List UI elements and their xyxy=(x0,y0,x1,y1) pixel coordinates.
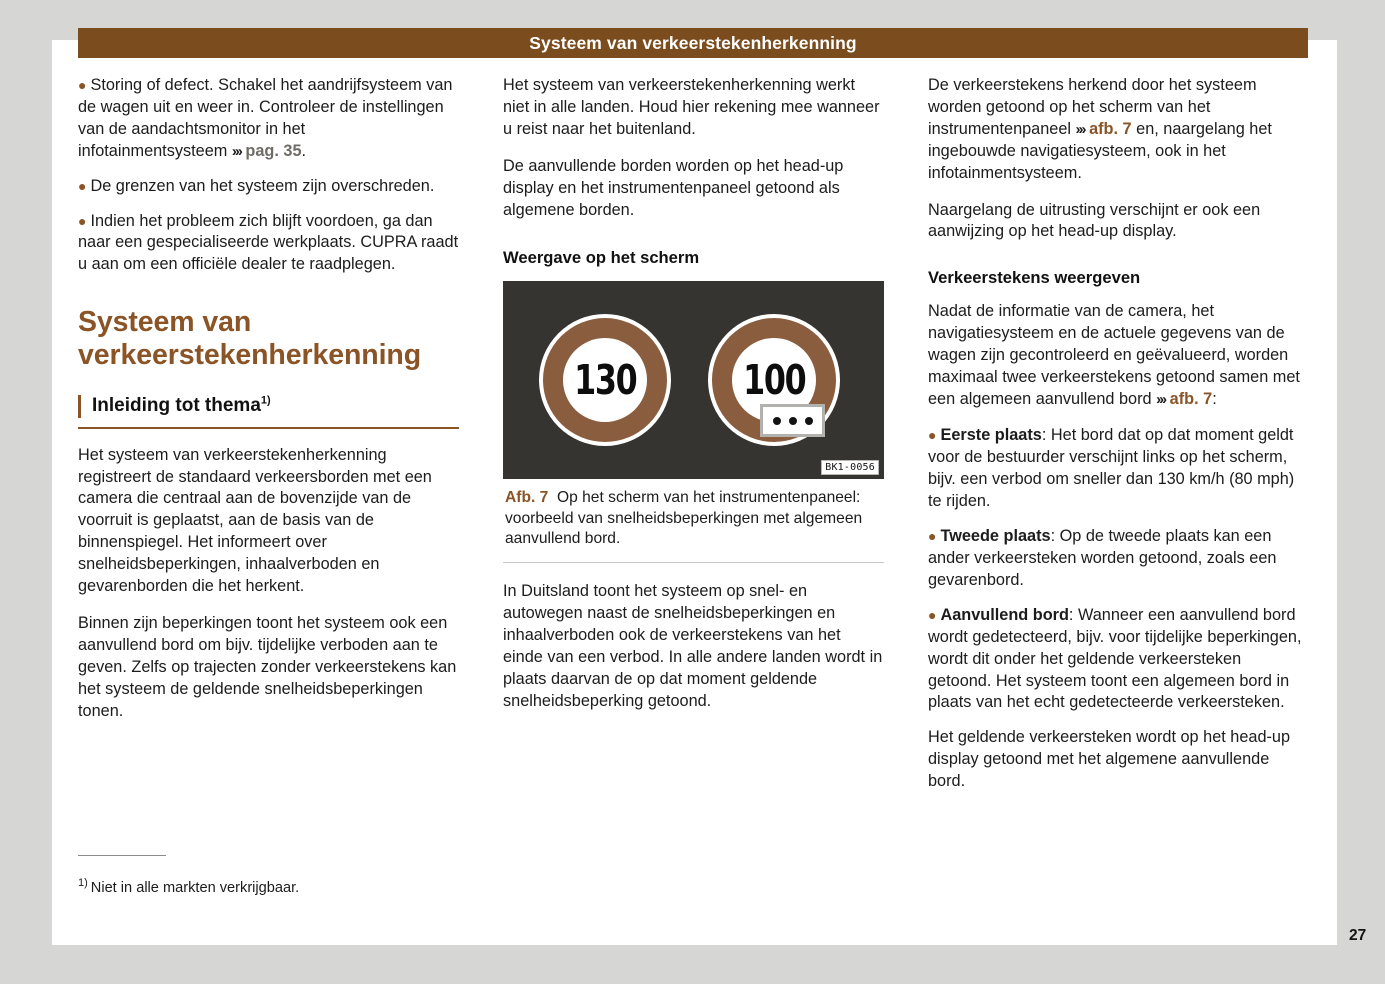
paragraph xyxy=(928,301,1309,411)
bullet-label: Eerste plaats xyxy=(940,426,1042,445)
page-title: Systeem van verkeerstekenherkenning xyxy=(78,306,422,372)
section-heading: Verkeerstekens weergeven xyxy=(928,268,1141,288)
figure-label: Afb. 7 xyxy=(505,489,549,506)
section-subheading xyxy=(78,394,459,427)
bullet-dot-icon: ● xyxy=(78,177,87,194)
sign-value: 100 xyxy=(742,356,806,404)
bullet-text: Indien het probleem zich blijft voordoen, ga dan naar een gespecialiseerde werkplaats. CUPRA raadt u aan om een officiële dealer te raadplegen. xyxy=(78,211,459,274)
cross-reference-link[interactable]: afb. 7 xyxy=(1089,119,1132,138)
bullet-dot-icon: ● xyxy=(928,606,937,623)
bullet-dot-icon: ● xyxy=(78,212,87,229)
figure xyxy=(503,281,884,563)
list-item xyxy=(78,75,459,163)
bullet-text: De grenzen van het systeem zijn overschreden. xyxy=(90,176,435,195)
list-item xyxy=(928,605,1309,715)
footnote-area xyxy=(78,855,478,898)
list-item xyxy=(928,526,1309,592)
footnote-marker: 1) xyxy=(260,395,271,408)
bullet-dot-icon: ● xyxy=(78,77,87,93)
supplementary-dot-icon xyxy=(773,417,781,425)
cross-reference-link[interactable]: pag. 35 xyxy=(245,141,302,160)
column-right xyxy=(928,75,1309,808)
footnote-divider xyxy=(78,855,166,856)
supplementary-dot-icon xyxy=(789,417,797,425)
sign-value: 130 xyxy=(573,356,637,404)
sign-inner xyxy=(563,338,647,422)
paragraph: Het systeem van verkeerstekenherkenning registreert de standaard verkeersborden met een camera die centraal aan de bovenzijde van de voorruit is geplaatst, aan de basis van de binnenspiegel. Het informeert over snelheidsbeperkingen, inhaalverboden en gevarenborden die het herkent. xyxy=(78,445,432,596)
section-subheading-block xyxy=(78,394,459,428)
paragraph: Naargelang de uitrusting verschijnt er ook een aanwijzing op het head-up display. xyxy=(928,200,1261,241)
paragraph-text-end: en, naargelang het ingebouwde navigatiesysteem, ook in het infotainmentsysteem. xyxy=(928,119,1272,182)
list-item xyxy=(78,211,459,277)
supplementary-sign xyxy=(760,404,825,437)
bullet-label: Tweede plaats xyxy=(940,527,1051,546)
bullet-text: : Wanneer een aanvullend bord wordt gedetecteerd, bijv. voor tijdelijke beperkingen, wordt dit onder het geldende verkeersteken getoond. Het systeem toont een algemeen bord in plaats van het echt gedetecteerde verkeersteken. xyxy=(928,605,1302,712)
paragraph: Binnen zijn beperkingen toont het systeem ook een aanvullend bord om bijv. tijdelijke verboden aan te geven. Zelfs op trajecten zonder verkeerstekens kan het systeem de geldende snelheidsbeperkingen tonen. xyxy=(78,613,457,720)
bullet-dot-icon: ● xyxy=(928,528,937,545)
chevron-right-icon: ››› xyxy=(231,142,241,160)
footnote xyxy=(78,876,478,898)
bullet-text: : Het bord dat op dat moment geldt voor de bestuurder verschijnt links op het scherm, bijv. een verbod om sneller dan 130 km/h (80 mph) te rijden. xyxy=(928,426,1295,511)
page-header-banner xyxy=(78,28,1308,58)
chevron-right-icon: ››› xyxy=(1075,120,1085,138)
column-left xyxy=(78,75,459,808)
supplementary-dot-icon xyxy=(805,417,813,425)
figure-image xyxy=(503,281,884,479)
figure-caption-text: Op het scherm van het instrumentenpaneel: voorbeeld van snelheidsbeperkingen met algemeen aanvullend bord. xyxy=(505,489,863,548)
bullet-label: Aanvullend bord xyxy=(940,605,1069,624)
page-number: 27 xyxy=(1349,927,1367,944)
section-heading: Weergave op het scherm xyxy=(503,248,700,268)
figure-caption xyxy=(503,479,884,563)
paragraph-text: Nadat de informatie van de camera, het navigatiesysteem en de actuele gegevens van de wagen zijn gecontroleerd en geëvalueerd, worden maximaal twee verkeerstekens getoond samen met een algemeen aanvullend bord xyxy=(928,301,1300,408)
paragraph-text-end: : xyxy=(1212,389,1217,408)
paragraph-text: De verkeerstekens herkend door het systeem worden getoond op het scherm van het instrumentenpaneel xyxy=(928,76,1257,138)
chevron-right-icon: ››› xyxy=(1156,390,1166,408)
footnote-text: Niet in alle markten verkrijgbaar. xyxy=(90,879,300,896)
bullet-text: : Op de tweede plaats kan een ander verkeersteken worden getoond, zoals een gevarenbord. xyxy=(928,527,1277,589)
header-title: Systeem van verkeerstekenherkenning xyxy=(529,32,857,53)
sign-ring xyxy=(543,318,667,442)
paragraph: Het systeem van verkeerstekenherkenning werkt niet in alle landen. Houd hier rekening mee wanneer u reist naar het buitenland. xyxy=(503,76,880,138)
footnote-marker: 1) xyxy=(78,877,88,889)
list-item xyxy=(78,176,459,198)
paragraph: Het geldende verkeersteken wordt op het head-up display getoond met het algemene aanvullende bord. xyxy=(928,728,1291,791)
bullet-dot-icon: ● xyxy=(928,427,937,444)
paragraph: In Duitsland toont het systeem op snel- en autowegen naast de snelheidsbeperkingen en inhaalverboden ook de verkeerstekens van het einde van een verbod. In alle andere landen wordt in plaats daarvan de op dat moment geldende snelheidsbeperking getoond. xyxy=(503,582,883,710)
bullet-text: Storing of defect. Schakel het aandrijfsysteem van de wagen uit en weer in. Controleer de instellingen van de aandachtsmonitor in het infotainmentsysteem xyxy=(78,76,453,160)
cross-reference-link[interactable]: afb. 7 xyxy=(1169,389,1213,408)
speed-limit-sign-130 xyxy=(539,314,671,446)
bullet-text-end: . xyxy=(301,141,307,160)
column-middle xyxy=(503,75,884,808)
list-item xyxy=(928,425,1309,513)
content-columns xyxy=(78,75,1310,808)
paragraph: De aanvullende borden worden op het head-up display en het instrumentenpaneel getoond als algemene borden. xyxy=(503,156,844,219)
paragraph xyxy=(928,75,1309,185)
image-code-label: BK1-0056 xyxy=(821,460,879,475)
subheading-divider xyxy=(78,427,459,429)
subheading-label: Inleiding tot thema xyxy=(92,395,261,417)
